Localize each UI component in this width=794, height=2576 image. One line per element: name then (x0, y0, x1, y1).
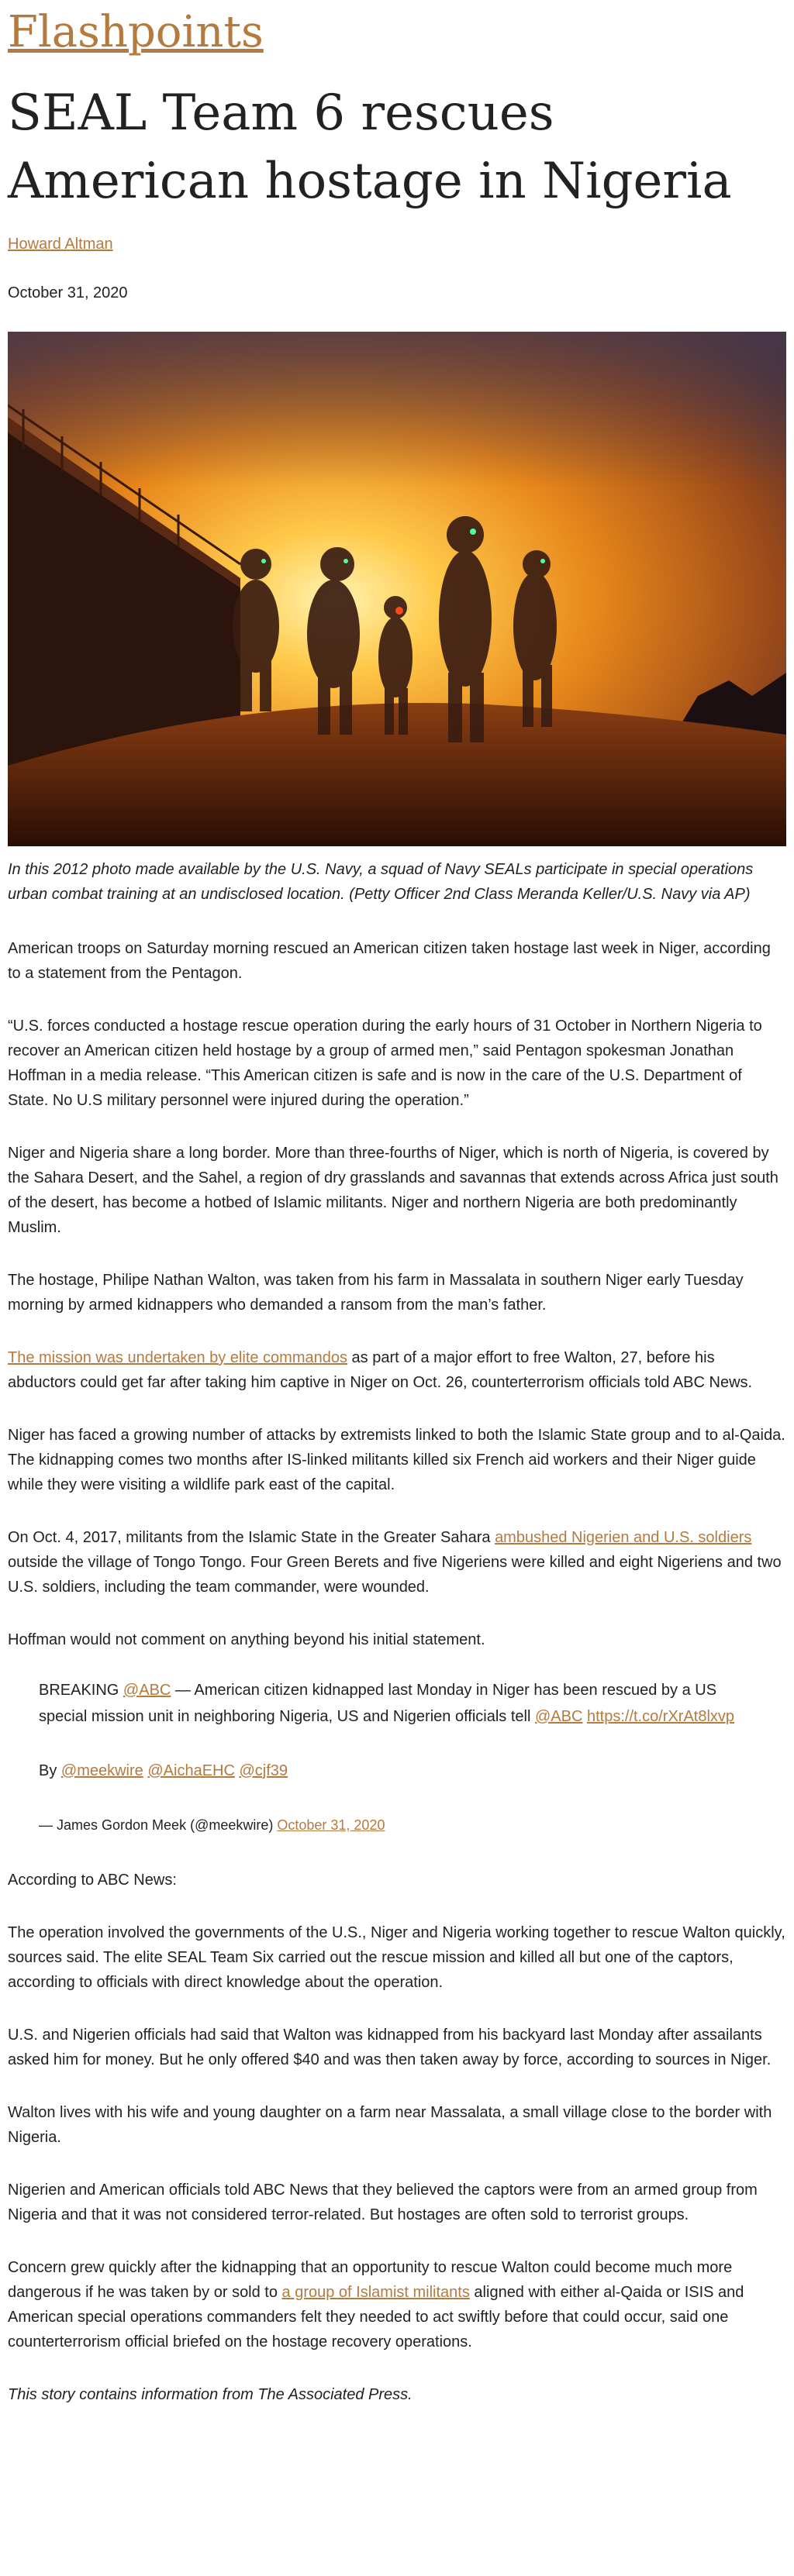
islamist-militants-link[interactable]: a group of Islamist militants (281, 2284, 470, 2301)
paragraph: “U.S. forces conducted a hostage rescue operation during the early hours of 31 October in Northern Nigeria to recover an American citizen held hostage by a group of armed men,” said Pentagon spokesman Jonathan Hoffman in a media release. “This American citizen is safe and is now in the care of the U.S. Department of State. No U.S military personnel were injured during the operation.” (8, 1018, 762, 1109)
paragraph (8, 2255, 786, 2354)
paragraph: Walton lives with his wife and young daughter on a farm near Massalata, a small village close to the border with Nigeria. (8, 2104, 772, 2146)
tweet-credits (39, 1758, 768, 1784)
tweet-by: By (39, 1762, 61, 1779)
article-headline: SEAL Team 6 rescues American hostage in Nigeria (8, 84, 732, 210)
article-page (8, 0, 794, 2407)
site-title-link[interactable]: Flashpoints (8, 7, 264, 57)
paragraph: The hostage, Philipe Nathan Walton, was taken from his farm in Massalata in southern Niger early Tuesday morning by armed kidnappers who demanded a ransom from the man’s father. (8, 1272, 744, 1314)
paragraph: U.S. and Nigerien officials had said that Walton was kidnapped from his backyard last Monday after assailants asked him for money. But he only offered $40 and was then taken away by force, according to sources in Niger. (8, 2027, 772, 2068)
paragraph-text: outside the village of Tongo Tongo. Four Green Berets and five Nigeriens were killed and eight Nigeriens and two U.S. soldiers, including the team commander, were wounded. (8, 1554, 782, 1596)
paragraph: Hoffman would not comment on anything beyond his initial statement. (8, 1631, 485, 1648)
image-caption: In this 2012 photo made available by the U.S. Navy, a squad of Navy SEALs participate in special operations urban combat training at an undisclosed location. (Petty Officer 2nd Class Meranda Keller/U.S. Navy via AP) (8, 861, 754, 903)
mission-link[interactable]: The mission was undertaken by elite commandos (8, 1349, 347, 1366)
mention-abc-link[interactable]: @ABC (123, 1682, 171, 1699)
tweet-url-link[interactable]: https://t.co/rXrAt8lxvp (586, 1708, 735, 1725)
hero-image (8, 332, 786, 846)
paragraph: Niger has faced a growing number of attacks by extremists linked to both the Islamic State group and to al-Qaida. The kidnapping comes two months after IS-linked militants killed six French aid workers and their Niger guide while they were visiting a wildlife park east of the capital. (8, 1427, 785, 1493)
paragraph: Niger and Nigeria share a long border. More than three-fourths of Niger, which is north of Nigeria, is covered by the Sahara Desert, and the Sahel, a region of dry grasslands and savannas that extends across Africa just south of the desert, has become a hotbed of Islamic militants. Niger and northern Nigeria are both predominantly Muslim. (8, 1145, 778, 1236)
mention-cjf39-link[interactable]: @cjf39 (239, 1762, 288, 1779)
embedded-tweet (39, 1677, 768, 1838)
closing-note: This story contains information from The Associated Press. (8, 2386, 413, 2403)
ambush-link[interactable]: ambushed Nigerien and U.S. soldiers (495, 1529, 752, 1546)
paragraph: According to ABC News: (8, 1872, 177, 1889)
author-link[interactable]: Howard Altman (8, 236, 113, 253)
mention-aichaehc-link[interactable]: @AichaEHC (147, 1762, 235, 1779)
tweet-attribution (39, 1812, 768, 1838)
paragraph (8, 1525, 786, 1600)
tweet-breaking: BREAKING (39, 1682, 123, 1699)
tweet-body: — American citizen kidnapped last Monday in Niger has been rescued by a US special mission unit in neighboring Nigeria, US and Nigerien officials tell (39, 1682, 717, 1725)
paragraph: American troops on Saturday morning rescued an American citizen taken hostage last week in Niger, according to a statement from the Pentagon. (8, 940, 771, 982)
tweet-author: — James Gordon Meek (@meekwire) (39, 1817, 278, 1833)
tweet-date-link[interactable]: October 31, 2020 (277, 1817, 385, 1833)
paragraph (8, 1345, 786, 1395)
paragraph: Nigerien and American officials told ABC News that they believed the captors were from an armed group from Nigeria and that it was not considered terror-related. But hostages are often sold to terrorist groups. (8, 2182, 758, 2223)
mention-abc-link-2[interactable]: @ABC (534, 1708, 583, 1725)
mention-meekwire-link[interactable]: @meekwire (60, 1762, 143, 1779)
paragraph-text: On Oct. 4, 2017, militants from the Islamic State in the Greater Sahara (8, 1529, 495, 1546)
paragraph-text: as part of a major effort to free Walton, 27, before his abductors could get far after taking him captive in Niger on Oct. 26, counterterrorism officials told ABC News. (8, 1349, 753, 1391)
paragraph-text: aligned with either al-Qaida or ISIS and American special operations commanders felt they needed to act swiftly before that could occur, said one counterterrorism official briefed on the hostage recovery operations. (8, 2284, 744, 2350)
tweet-text (39, 1677, 768, 1730)
byline (8, 236, 794, 253)
publish-date: October 31, 2020 (8, 284, 128, 301)
paragraph: The operation involved the governments of the U.S., Niger and Nigeria working together to rescue Walton quickly, sources said. The elite SEAL Team Six carried out the rescue mission and killed all but one of the captors, according to officials with direct knowledge about the operation. (8, 1924, 785, 1991)
paragraph-text: Concern grew quickly after the kidnapping that an opportunity to rescue Walton could become much more dangerous if he was taken by or sold to (8, 2259, 733, 2301)
